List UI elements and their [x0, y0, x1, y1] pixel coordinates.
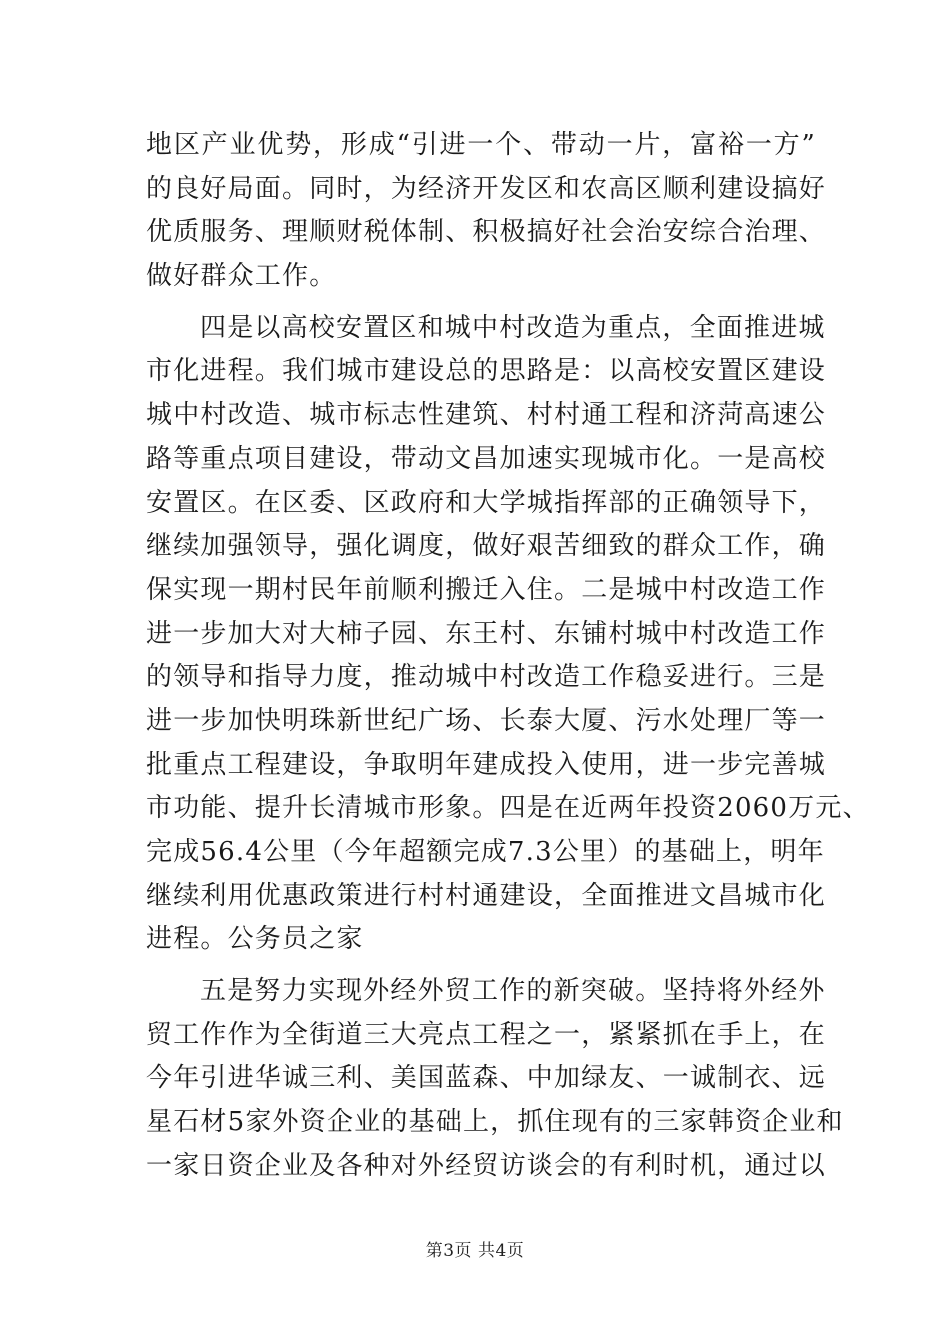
paragraph-2 [146, 307, 870, 962]
text-line: 一家日资企业及各种对外经贸访谈会的有利时机，通过以 [146, 1150, 827, 1181]
text-line: 继续利用优惠政策进行村村通建设，全面推进文昌城市化 [146, 880, 827, 911]
body-text [146, 124, 870, 1189]
text-line: 批重点工程建设，争取明年建成投入使用，进一步完善城 [146, 749, 827, 780]
text-line: 市化进程。我们城市建设总的思路是：以高校安置区建设 [146, 356, 827, 387]
text-line: 贸工作作为全街道三大亮点工程之一，紧紧抓在手上，在 [146, 1019, 827, 1050]
text-line: 五是努力实现外经外贸工作的新突破。坚持将外经外 [200, 976, 826, 1007]
text-line: 路等重点项目建设，带动文昌加速实现城市化。一是高校 [146, 443, 827, 474]
text-line: 进一步加快明珠新世纪广场、长泰大厦、污水处理厂等一 [146, 705, 827, 736]
text-line: 四是以高校安置区和城中村改造为重点，全面推进城 [200, 312, 826, 343]
text-line: 做好群众工作。 [146, 261, 337, 292]
text-line: 市功能、提升长清城市形象。四是在近两年投资2060万元、 [146, 793, 870, 824]
text-line: 优质服务、理顺财税体制、积极搞好社会治安综合治理、 [146, 217, 827, 248]
text-line: 的领导和指导力度，推动城中村改造工作稳妥进行。三是 [146, 662, 827, 693]
text-line: 完成56.4公里（今年超额完成7.3公里）的基础上，明年 [146, 837, 825, 867]
paragraph-3 [146, 970, 844, 1188]
text-line: 地区产业优势，形成“引进一个、带动一片，富裕一方” [146, 130, 816, 160]
text-line: 进程。公务员之家 [146, 924, 364, 955]
page-number-footer: 第3页 共4页 [425, 1241, 525, 1261]
text-line: 的良好局面。同时，为经济开发区和农高区顺利建设搞好 [146, 173, 827, 204]
text-line: 保实现一期村民年前顺利搬迁入住。二是城中村改造工作 [146, 574, 827, 605]
text-line: 城中村改造、城市标志性建筑、村村通工程和济菏高速公 [146, 400, 827, 431]
text-line: 安置区。在区委、区政府和大学城指挥部的正确领导下， [146, 487, 827, 518]
text-line: 今年引进华诚三利、美国蓝森、中加绿友、一诚制衣、远 [146, 1063, 827, 1094]
paragraph-1 [146, 124, 827, 299]
text-line: 星石材5家外资企业的基础上，抓住现有的三家韩资企业和 [146, 1107, 844, 1138]
text-line: 继续加强领导，强化调度，做好艰苦细致的群众工作，确 [146, 531, 827, 562]
text-line: 进一步加大对大柿子园、东王村、东铺村城中村改造工作 [146, 618, 827, 649]
